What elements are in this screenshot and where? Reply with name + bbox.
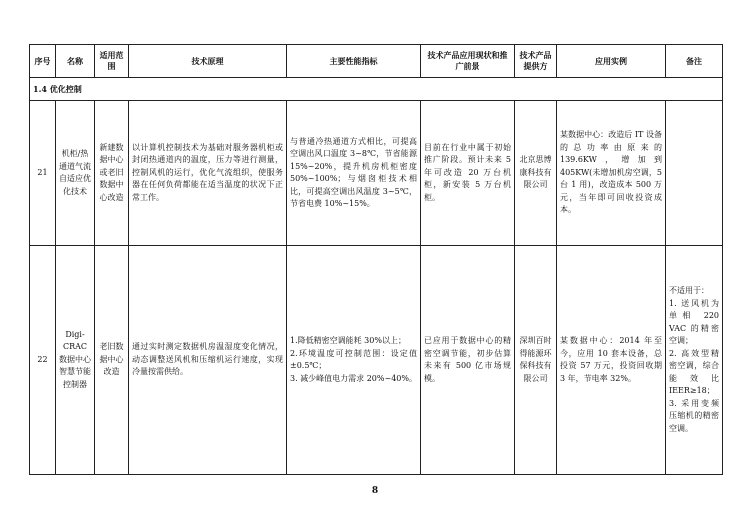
row-notes — [666, 246, 723, 475]
header-scope: 适用范围 — [95, 45, 129, 78]
performance-line-2: 2.环境温度可控制范围：设定值±0.5℃； — [290, 348, 417, 370]
performance-line-3: 3. 减少峰值电力需求 20%~40%。 — [290, 373, 417, 383]
row-name: Digi-CRAC 数据中心智慧节能控制器 — [56, 246, 95, 475]
row-scope: 新建数据中心或老旧数据中心改造 — [95, 101, 129, 246]
row-performance: 与普通冷热通道方式相比，可提高空调出风口温度 3~8℃，节省能源 15%~20%，提升机房机柜密度 50%~100%；与烟囱柜技术相比，可提高空调出风温度 3~5℃，节省电费 10%~15%。 — [287, 101, 421, 246]
row-cases: 某数据中心：2014 年至今，应用 10 套本设备，总投资 57 万元，投资回收期 3 年，节电率 32%。 — [557, 246, 666, 475]
notes-line-0: 不适用于： — [669, 286, 709, 295]
notes-line-3: 3. 采用变频压缩机的精密空调。 — [669, 398, 719, 433]
header-performance: 主要性能指标 — [287, 45, 421, 78]
row-performance — [287, 246, 421, 475]
row-principle: 通过实时测定数据机房温湿度变化情况，动态调整送风机和压缩机运行速度，实现冷量按需供给。 — [129, 246, 287, 475]
performance-line-1: 1.降低精密空调能耗 30%以上； — [290, 336, 406, 345]
header-row — [30, 45, 723, 78]
section-row — [30, 78, 723, 101]
row-provider: 深圳百时得能源环保科技有限公司 — [515, 246, 557, 475]
notes-line-2: 2. 高效型精密空调，综合能效比 IEER≥18； — [669, 348, 719, 395]
row-notes — [666, 101, 723, 246]
header-notes: 备注 — [666, 45, 723, 78]
page-number: 8 — [371, 486, 379, 496]
technology-table — [29, 44, 723, 475]
header-provider: 技术产品提供方 — [515, 45, 557, 78]
header-principle: 技术原理 — [129, 45, 287, 78]
row-status: 目前在行业中属于初始推广阶段。预计未来 5 年可改造 20 万台机柜，新安装 5 万台机柜。 — [421, 101, 515, 246]
section-title: 1.4 优化控制 — [30, 78, 723, 101]
row-principle: 以计算机控制技术为基础对服务器机柜或封闭热通道内的温度，压力等进行测量，控制风机的运行，优化气流组织，使服务器在任何负荷都能在适当温度的状况下正常工作。 — [129, 101, 287, 246]
table-row — [30, 101, 723, 246]
header-name: 名称 — [56, 45, 95, 78]
row-cases: 某数据中心：改造后 IT 设备的总功率由原来的 139.6KW，增加到 405KW(未增加机房空调，5 台 1 用)，改造成本 500 万元，当年即可回收投资成本。 — [557, 101, 666, 246]
row-provider: 北京思博康科技有限公司 — [515, 101, 557, 246]
row-scope: 老旧数据中心改造 — [95, 246, 129, 475]
notes-line-1: 1. 送风机为单相 220 VAC 的精密空调； — [669, 298, 719, 345]
row-status: 已应用于数据中心的精密空调节能，初步估算未来有 500 亿市场规模。 — [421, 246, 515, 475]
header-status: 技术产品应用现状和推广前景 — [421, 45, 515, 78]
row-name: 机柜/热通道气流自适应优化技术 — [56, 101, 95, 246]
row-seq: 22 — [30, 246, 56, 475]
row-seq: 21 — [30, 101, 56, 246]
header-seq: 序号 — [30, 45, 56, 78]
table-row — [30, 246, 723, 475]
header-cases: 应用实例 — [557, 45, 666, 78]
